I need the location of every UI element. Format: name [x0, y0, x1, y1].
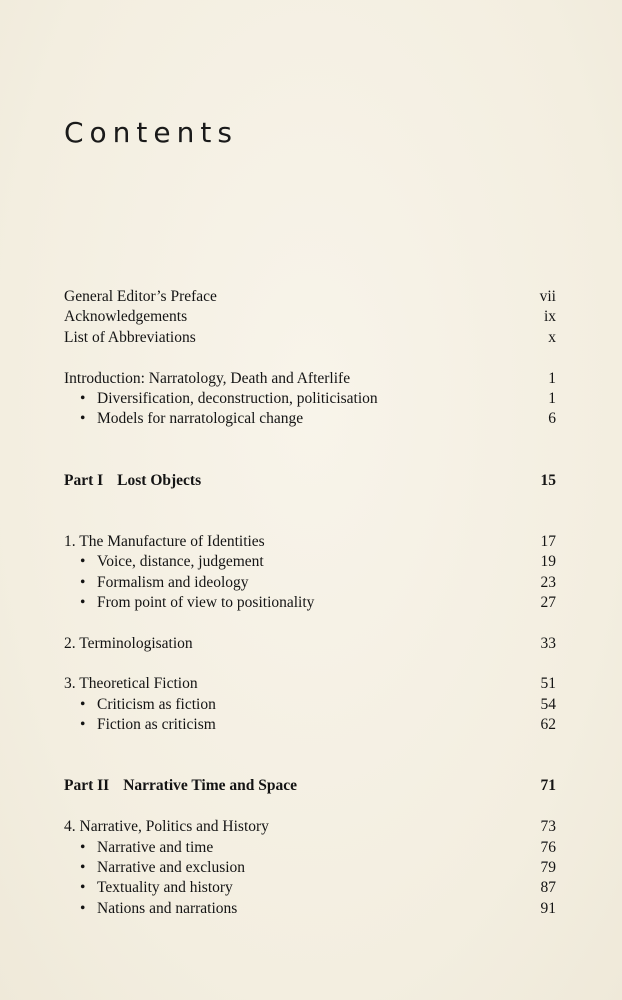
toc-entry-page: 6	[548, 410, 556, 428]
spacer	[64, 654, 556, 674]
toc-subentry[interactable]	[64, 695, 556, 715]
toc-chapter[interactable]	[64, 634, 556, 654]
toc-entry-page: 62	[540, 716, 556, 734]
part-title: Lost Objects	[117, 471, 202, 489]
toc-subentry-label: Criticism as fiction	[97, 695, 216, 713]
toc-entry-page: ix	[543, 308, 556, 326]
toc-subentry[interactable]	[64, 715, 556, 735]
bullet-icon: •	[80, 389, 86, 407]
toc-subentry-label: Narrative and exclusion	[97, 858, 246, 876]
toc-chapter-label: 4. Narrative, Politics and History	[64, 818, 269, 836]
toc-subentry[interactable]	[64, 409, 556, 429]
toc-entry-label: List of Abbreviations	[64, 328, 196, 346]
toc-entry-label: Introduction: Narratology, Death and Afterlife	[64, 369, 351, 387]
bullet-icon: •	[80, 879, 86, 897]
toc-subentry-label: From point of view to positionality	[97, 593, 315, 611]
page-title: Contents	[64, 116, 238, 149]
toc-entry-label: General Editor’s Preface	[64, 288, 217, 305]
toc-entry-introduction[interactable]	[64, 369, 556, 389]
toc-entry-page: 1	[548, 369, 556, 387]
bullet-icon: •	[80, 573, 86, 591]
toc-subentry-label: Models for narratological change	[97, 410, 304, 428]
toc-subentry[interactable]	[64, 573, 556, 593]
toc-subentry[interactable]	[64, 838, 556, 858]
toc-entry-page: 15	[540, 471, 556, 489]
toc-chapter[interactable]	[64, 674, 556, 694]
bullet-icon: •	[80, 553, 86, 571]
bullet-icon: •	[80, 695, 86, 713]
toc-chapter[interactable]	[64, 817, 556, 837]
toc-entry-page: vii	[539, 288, 556, 305]
bullet-icon: •	[80, 410, 86, 428]
toc-entry-label: Acknowledgements	[64, 308, 188, 326]
toc-subentry-label: Fiction as criticism	[97, 716, 216, 734]
toc-entry-page: 76	[540, 838, 556, 856]
spacer	[64, 491, 556, 532]
bullet-icon: •	[80, 899, 86, 917]
toc-entry-page: 51	[540, 675, 556, 693]
toc-chapter[interactable]	[64, 532, 556, 552]
toc-chapter-label: 3. Theoretical Fiction	[64, 675, 198, 693]
table-of-contents	[64, 287, 556, 919]
toc-subentry[interactable]	[64, 593, 556, 613]
bullet-icon: •	[80, 858, 86, 876]
toc-entry-page: 17	[540, 532, 556, 550]
toc-entry-page: 91	[540, 899, 556, 917]
toc-subentry-label: Diversification, deconstruction, politicisation	[97, 389, 378, 407]
toc-entry-page: 87	[540, 879, 556, 897]
toc-entry-page: 33	[540, 634, 556, 652]
toc-entry[interactable]	[64, 307, 556, 327]
bullet-icon: •	[80, 593, 86, 611]
toc-chapter-label: 1. The Manufacture of Identities	[64, 532, 265, 550]
toc-part-heading[interactable]	[64, 471, 556, 491]
toc-subentry[interactable]	[64, 389, 556, 409]
bullet-icon: •	[80, 716, 86, 734]
part-tag: Part II	[64, 777, 110, 795]
toc-entry[interactable]	[64, 328, 556, 348]
toc-entry-page: 71	[540, 777, 556, 795]
toc-subentry-label: Textuality and history	[97, 879, 233, 897]
toc-entry-page: 79	[540, 858, 556, 876]
spacer	[64, 348, 556, 368]
toc-entry-page: 1	[548, 389, 556, 407]
toc-entry-page: 54	[540, 695, 556, 713]
toc-entry-page: x	[548, 328, 556, 346]
toc-subentry-label: Nations and narrations	[97, 899, 238, 917]
toc-subentry-label: Formalism and ideology	[97, 573, 249, 591]
toc-subentry-label: Voice, distance, judgement	[97, 553, 264, 571]
spacer	[64, 797, 556, 817]
toc-part-heading[interactable]	[64, 776, 556, 796]
toc-chapter-label: 2. Terminologisation	[64, 634, 193, 652]
bullet-icon: •	[80, 838, 86, 856]
toc-subentry-label: Narrative and time	[97, 838, 214, 856]
spacer	[64, 736, 556, 777]
part-tag: Part I	[64, 471, 104, 489]
part-title: Narrative Time and Space	[123, 777, 297, 795]
toc-subentry[interactable]	[64, 552, 556, 572]
toc-subentry[interactable]	[64, 878, 556, 898]
toc-subentry[interactable]	[64, 858, 556, 878]
spacer	[64, 613, 556, 633]
spacer	[64, 430, 556, 471]
toc-entry-page: 23	[540, 573, 556, 591]
toc-entry-page: 19	[540, 553, 556, 571]
toc-entry-page: 73	[540, 818, 556, 836]
toc-subentry[interactable]	[64, 899, 556, 919]
toc-entry-page: 27	[540, 593, 556, 611]
toc-entry[interactable]	[64, 287, 556, 307]
